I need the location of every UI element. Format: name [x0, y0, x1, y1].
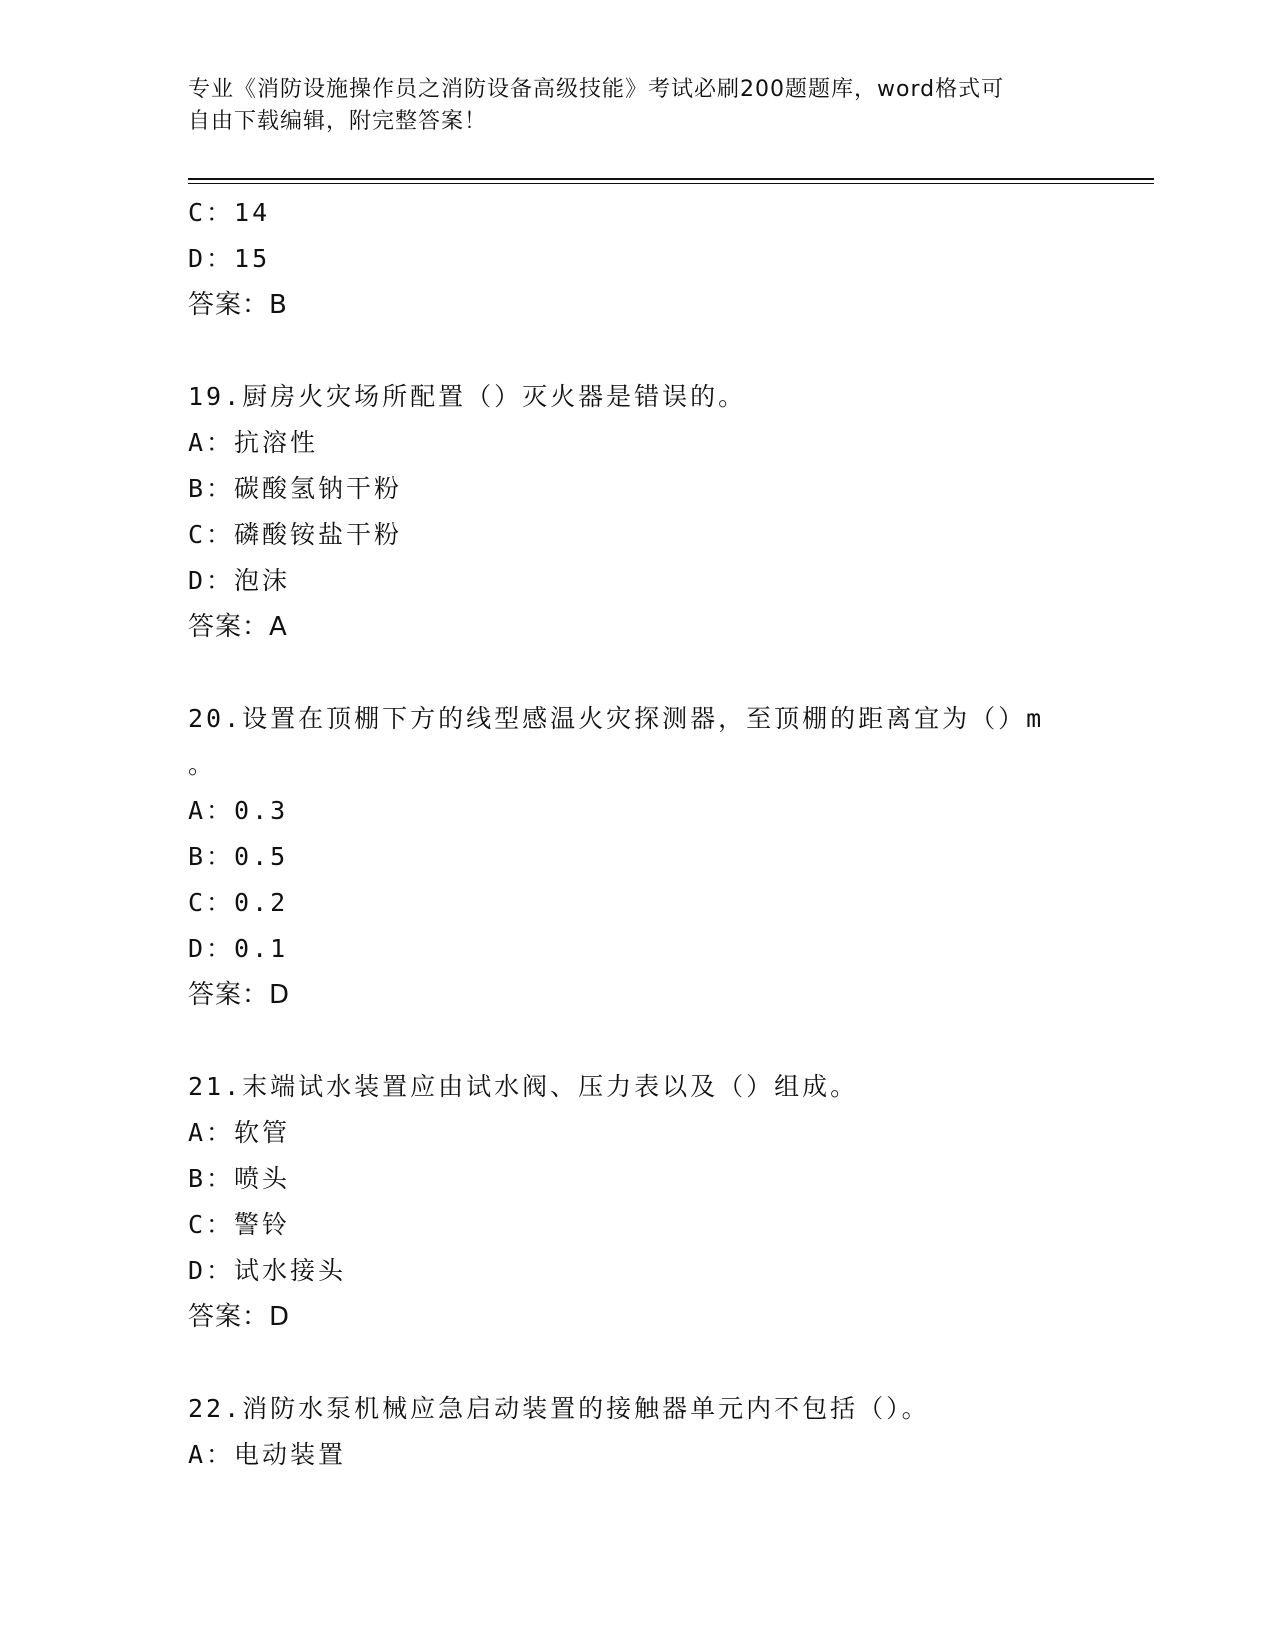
question-18	[188, 190, 1088, 328]
header-line-1: 专业《消防设施操作员之消防设备高级技能》考试必刷200题题库，word格式可	[188, 77, 1005, 102]
option-d: D：15	[188, 244, 271, 273]
header-divider-thin	[188, 183, 1154, 184]
answer: 答案：D	[188, 980, 291, 1010]
option-c: C：警铃	[188, 1210, 291, 1239]
option-b: B：0.5	[188, 842, 289, 871]
option-a: A：抗溶性	[188, 428, 319, 457]
spacer	[188, 1340, 1088, 1386]
question-text-continued: 。	[188, 750, 217, 779]
spacer	[188, 328, 1088, 374]
spacer	[188, 650, 1088, 696]
option-c: C：磷酸铵盐干粉	[188, 520, 403, 549]
option-d: D：试水接头	[188, 1256, 347, 1285]
question-text: 22.消防水泵机械应急启动装置的接触器单元内不包括（）。	[188, 1394, 930, 1423]
question-text: 21.末端试水装置应由试水阀、压力表以及（）组成。	[188, 1072, 859, 1101]
answer: 答案：B	[188, 290, 288, 320]
question-text: 19.厨房火灾场所配置（）灭火器是错误的。	[188, 382, 747, 411]
spacer	[188, 1018, 1088, 1064]
question-21	[188, 1064, 1088, 1340]
option-a: A：软管	[188, 1118, 291, 1147]
question-20	[188, 696, 1088, 1018]
option-d: D：0.1	[188, 934, 289, 963]
option-a: A：电动装置	[188, 1440, 347, 1469]
question-22	[188, 1386, 1088, 1478]
question-text: 20.设置在顶棚下方的线型感温火灾探测器，至顶棚的距离宜为（）m	[188, 704, 1045, 733]
option-b: B：喷头	[188, 1164, 291, 1193]
option-c: C：0.2	[188, 888, 289, 917]
option-d: D：泡沫	[188, 566, 291, 595]
answer: 答案：D	[188, 1302, 291, 1332]
answer: 答案：A	[188, 612, 288, 642]
question-19	[188, 374, 1088, 650]
option-a: A：0.3	[188, 796, 289, 825]
option-c: C：14	[188, 198, 271, 227]
option-b: B：碳酸氢钠干粉	[188, 474, 403, 503]
document-header	[188, 74, 1088, 138]
question-list	[188, 190, 1088, 1478]
header-line-2: 自由下载编辑，附完整答案！	[188, 109, 488, 134]
header-divider-thick	[188, 178, 1154, 180]
